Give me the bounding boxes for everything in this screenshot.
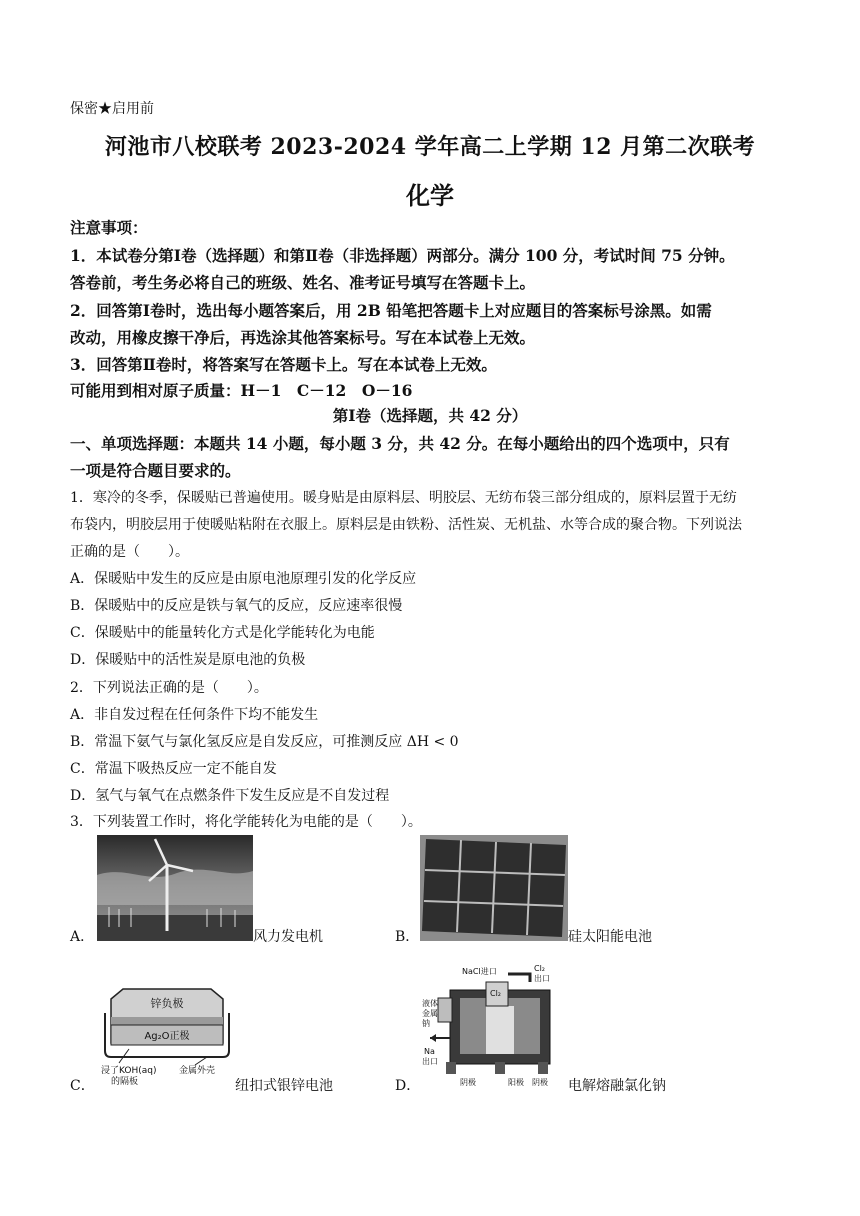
battery-label-cathode: Ag₂O正极 [144,1031,190,1042]
q3-option-b-caption: 硅太阳能电池 [568,929,652,945]
part-heading: 一、单项选择题：本题共 14 小题，每小题 3 分，共 42 分。在每小题给出的四个选项中，只有 [70,434,730,453]
q3-option-d-caption: 电解熔融氯化钠 [568,1078,666,1094]
cell-label-nacl-in: NaCl进口 [462,967,497,976]
q3-stem: 3．下列装置工作时，将化学能转化为电能的是（ ）。 [70,814,422,830]
confidential-mark: 保密★启用前 [70,101,154,117]
cell-label-cl2-out: Cl₂ [534,964,546,973]
q2-stem: 2．下列说法正确的是（ ）。 [70,680,268,696]
q3-option-a-caption: 风力发电机 [253,929,323,945]
note-line: 1．本试卷分第Ⅰ卷（选择题）和第Ⅱ卷（非选择题）两部分。满分 100 分，考试时间 75 分钟。 [70,246,735,265]
note-line: 改动，用橡皮擦干净后，再选涂其他答案标号。写在本试卷上无效。 [70,328,536,347]
q1-stem: 正确的是（ ）。 [70,544,189,560]
q2-option-b: B．常温下氨气与氯化氢反应是自发反应，可推测反应 ΔH < 0 [70,734,459,750]
button-cell-diagram [97,983,237,1087]
part-heading: 一项是符合题目要求的。 [70,461,241,480]
cell-label-liquid: 液体 [422,999,438,1008]
q1-stem: 布袋内，明胶层用于使暖贴粘附在衣服上。原料层是由铁粉、活性炭、无机盐、水等合成的聚合物。下列说法 [70,517,742,533]
exam-title: 河池市八校联考 2023-2024 学年高二上学期 12 月第二次联考 [104,134,756,160]
battery-label-shell: 金属外壳 [179,1066,216,1076]
cell-label-na: 钠 [422,1019,430,1028]
section-title: 第Ⅰ卷（选择题，共 42 分） [332,406,528,425]
electrolysis-cell-diagram [420,962,566,1090]
q3-option-d-letter: D． [395,1078,421,1094]
cell-label-anode: 阳极 [508,1078,524,1087]
cell-label-cl2: Cl₂ [490,989,502,998]
cell-label-cathode-2: 阴极 [532,1078,548,1087]
note-line: 3．回答第Ⅱ卷时，将答案写在答题卡上。写在本试卷上无效。 [70,355,497,374]
cell-label-metal: 金属 [422,1009,438,1018]
q3-option-c-caption: 纽扣式银锌电池 [235,1078,333,1094]
atomic-mass-line: 可能用到相对原子质量：H－1 C－12 O－16 [70,381,413,400]
cell-label-cl2-out-2: 出口 [534,974,550,983]
battery-label-separator-2: 的隔板 [111,1077,139,1087]
note-line: 2．回答第Ⅰ卷时，选出每小题答案后，用 2B 铅笔把答题卡上对应题目的答案标号涂黑。如需 [70,301,712,320]
q1-option-c: C．保暖贴中的能量转化方式是化学能转化为电能 [70,625,375,641]
q3-option-b-letter: B． [395,929,420,945]
q2-option-d: D．氢气与氧气在点燃条件下发生反应是不自发过程 [70,788,390,804]
note-line: 答卷前，考生务必将自己的班级、姓名、准考证号填写在答题卡上。 [70,273,536,292]
q1-option-a: A．保暖贴中发生的反应是由原电池原理引发的化学反应 [70,571,417,587]
cell-label-na-out-2: 出口 [422,1057,438,1066]
battery-label-anode: 锌负极 [150,997,184,1010]
cell-label-cathode-1: 阴极 [460,1078,476,1087]
q3-option-c-letter: C． [70,1078,95,1094]
cell-label-na-out: Na [424,1047,435,1056]
notes-heading: 注意事项： [70,218,148,237]
battery-label-separator: 浸了KOH(aq) [101,1066,157,1076]
q1-option-d: D．保暖贴中的活性炭是原电池的负极 [70,652,306,668]
q2-option-a: A．非自发过程在任何条件下均不能发生 [70,707,319,723]
wind-turbine-image [97,835,253,941]
solar-panel-image [420,835,568,941]
q3-option-a-letter: A． [70,929,95,945]
q1-stem: 1．寒冷的冬季，保暖贴已普遍使用。暖身贴是由原料层、明胶层、无纺布袋三部分组成的，原料层置于无纺 [70,490,737,506]
q1-option-b: B．保暖贴中的反应是铁与氧气的反应，反应速率很慢 [70,598,403,614]
subject-title: 化学 [406,181,454,210]
q2-option-c: C．常温下吸热反应一定不能自发 [70,761,277,777]
